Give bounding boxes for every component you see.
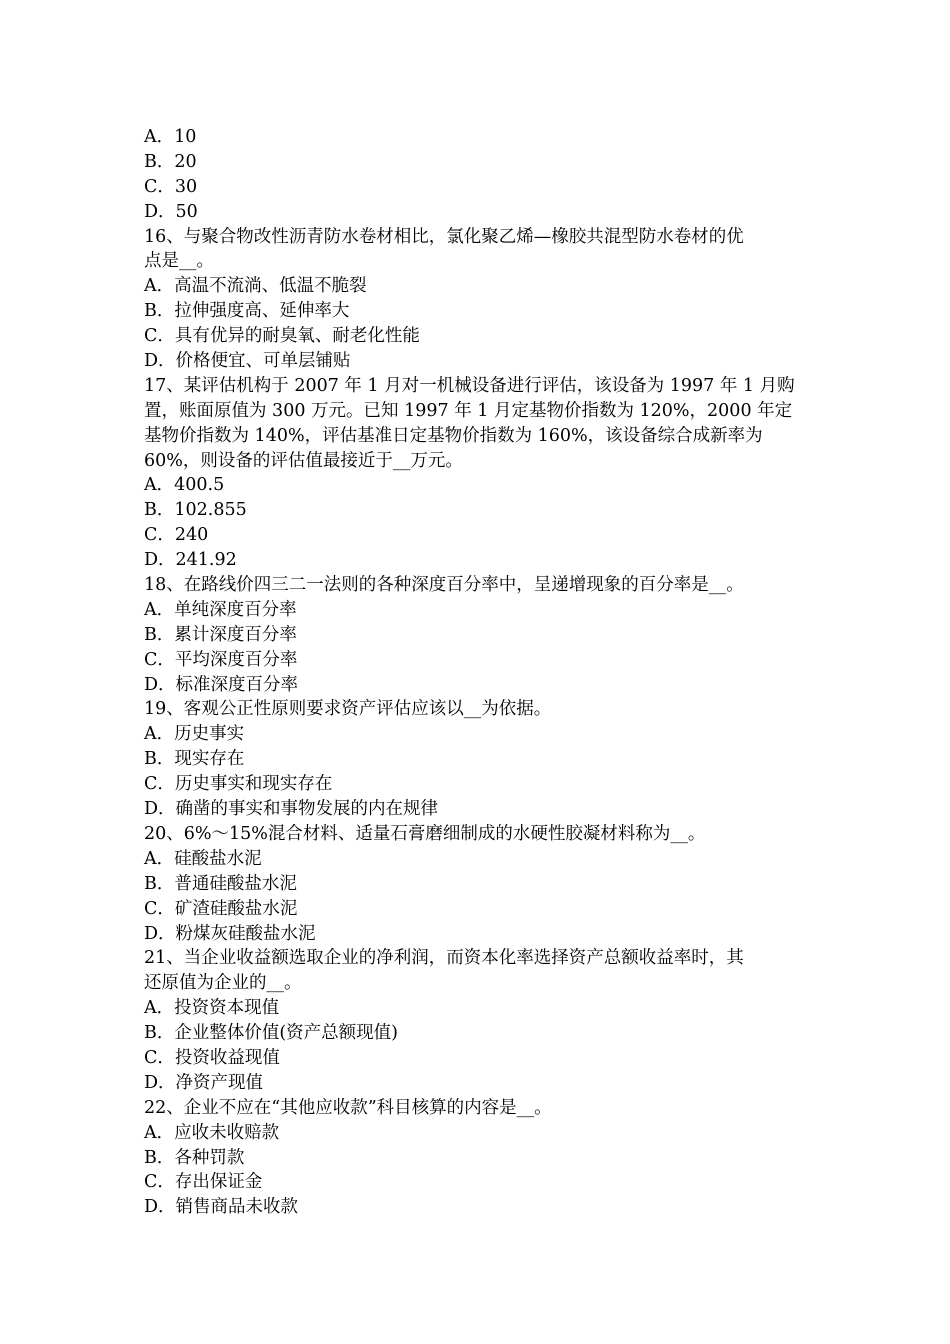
option-line: B．拉伸强度高、延伸率大: [144, 301, 350, 322]
document-page: [144, 125, 808, 1220]
question-20-stem: 20、6%～15%混合材料、适量石膏磨细制成的水硬性胶凝材料称为__。: [144, 823, 706, 844]
option-line: D．50: [144, 201, 198, 222]
option-line: B．普通硅酸盐水泥: [144, 873, 297, 894]
question-16-stem: 16、与聚合物改性沥青防水卷材相比，氯化聚乙烯—橡胶共混型防水卷材的优: [144, 226, 744, 247]
option-line: A．10: [144, 127, 197, 147]
option-line: A．应收未收赔款: [144, 1122, 280, 1143]
question-21-stem-cont: 还原值为企业的__。: [144, 973, 302, 994]
option-line: A．400.5: [144, 475, 225, 496]
option-line: B．现实存在: [144, 749, 245, 770]
question-17-stem-cont: 置，账面原值为 300 万元。已知 1997 年 1 月定基物价指数为 120%，2000 年定: [144, 400, 793, 421]
option-line: D．粉煤灰硅酸盐水泥: [144, 923, 316, 944]
question-17-stem-cont: 基物价指数为 140%，评估基准日定基物价指数为 160%，该设备综合成新率为: [144, 425, 763, 446]
option-line: C．投资收益现值: [144, 1047, 280, 1068]
question-22-stem: 22、企业不应在“其他应收款”科目核算的内容是__。: [144, 1097, 552, 1118]
question-17-stem-cont: 60%，则设备的评估值最接近于__万元。: [144, 450, 463, 471]
option-line: D．标准深度百分率: [144, 674, 299, 695]
option-line: B．企业整体价值(资产总额现值): [144, 1023, 399, 1044]
option-line: A．高温不流淌、低温不脆裂: [144, 276, 367, 297]
option-line: D．241.92: [144, 550, 237, 571]
option-line: A．单纯深度百分率: [144, 599, 297, 620]
option-line: D．净资产现值: [144, 1072, 264, 1093]
question-19-stem: 19、客观公正性原则要求资产评估应该以__为依据。: [144, 699, 552, 720]
option-line: B．102.855: [144, 500, 247, 521]
option-line: C．具有优异的耐臭氧、耐老化性能: [144, 326, 420, 347]
question-17-stem: 17、某评估机构于 2007 年 1 月对一机械设备进行评估，该设备为 1997 年 1 月购: [144, 375, 795, 396]
option-line: C．矿渣硅酸盐水泥: [144, 898, 298, 919]
question-16-stem-cont: 点是__。: [144, 251, 214, 272]
question-21-stem: 21、当企业收益额选取企业的净利润，而资本化率选择资产总额收益率时，其: [144, 948, 744, 969]
option-line: C．平均深度百分率: [144, 649, 298, 670]
option-line: A．硅酸盐水泥: [144, 848, 262, 869]
option-line: C．历史事实和现实存在: [144, 774, 333, 795]
option-line: C．存出保证金: [144, 1172, 263, 1193]
option-line: D．确凿的事实和事物发展的内在规律: [144, 799, 439, 820]
option-line: A．历史事实: [144, 724, 245, 745]
option-line: B．累计深度百分率: [144, 624, 297, 645]
option-line: B．各种罚款: [144, 1147, 245, 1168]
option-line: D．销售商品未收款: [144, 1197, 299, 1218]
option-line: D．价格便宜、可单层铺贴: [144, 351, 351, 372]
option-line: B．20: [144, 151, 197, 172]
option-line: C．30: [144, 176, 198, 197]
option-line: C．240: [144, 525, 209, 546]
question-18-stem: 18、在路线价四三二一法则的各种深度百分率中，呈递增现象的百分率是__。: [144, 575, 744, 596]
option-line: A．投资资本现值: [144, 998, 280, 1019]
